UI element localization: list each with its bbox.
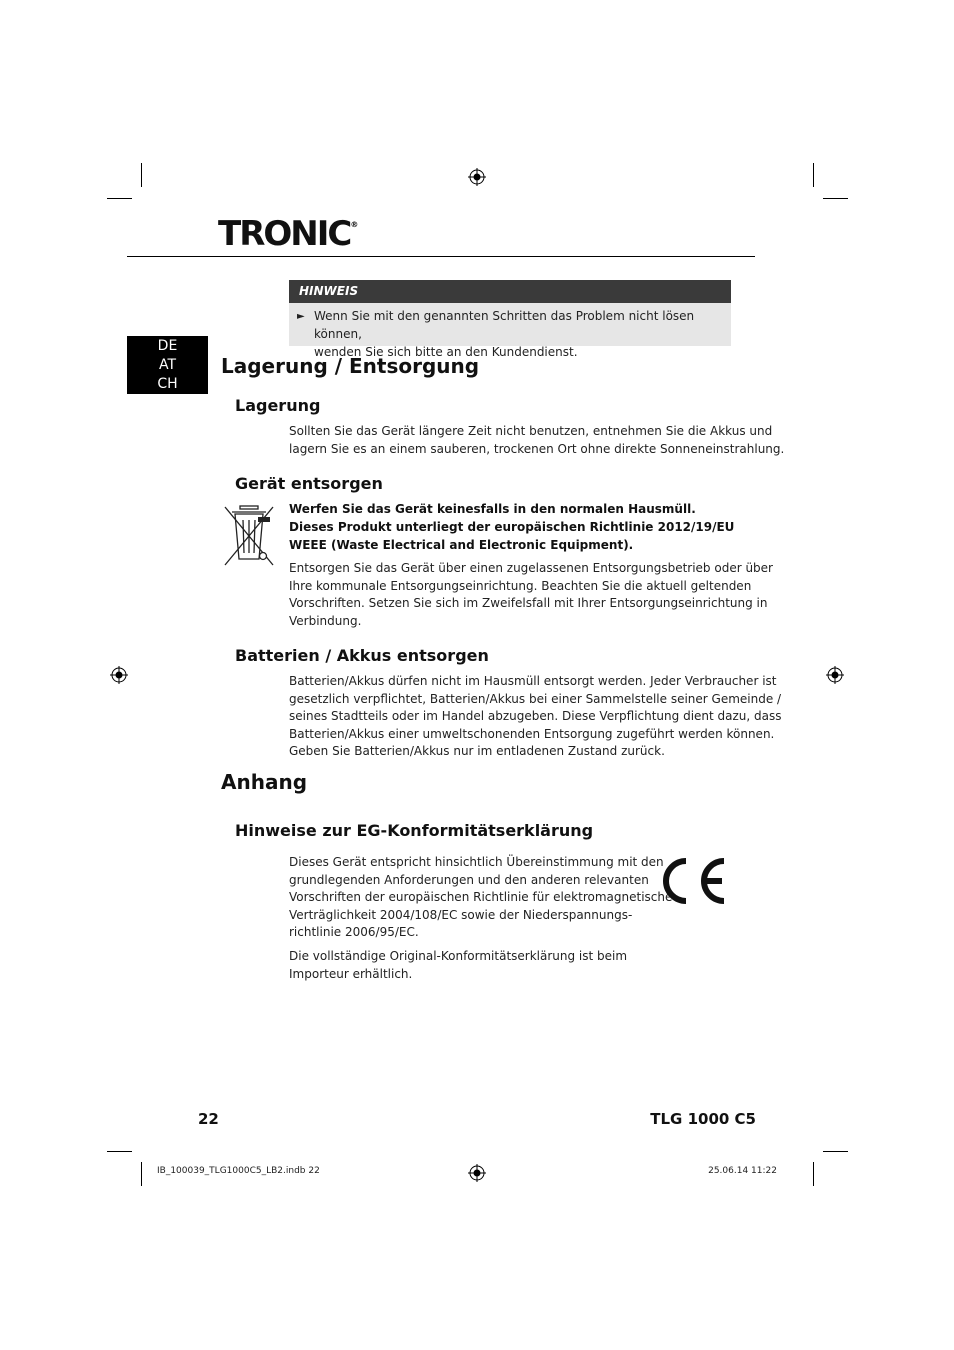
arrow-right-icon: ► bbox=[297, 311, 305, 322]
heading-disposal: Gerät entsorgen bbox=[235, 474, 383, 493]
registration-mark-icon bbox=[468, 168, 486, 186]
note-text: ► Wenn Sie mit den genannten Schritten das Problem nicht lösen können, wenden Sie sich bitte an den Kundendienst. bbox=[297, 309, 695, 359]
language-at: AT bbox=[158, 357, 177, 373]
note-title: HINWEIS bbox=[289, 280, 731, 303]
crop-mark bbox=[823, 1151, 848, 1152]
crop-mark bbox=[107, 198, 132, 199]
language-ch: CH bbox=[157, 376, 178, 392]
registration-mark-icon bbox=[468, 1164, 486, 1182]
storage-text: Sollten Sie das Gerät längere Zeit nicht benutzen, entnehmen Sie die Akkus und lagern Sie es an einem sauberen, trockenen Ort ohne direkte Sonneneinstrahlung. bbox=[289, 424, 785, 456]
disposal-warning: Werfen Sie das Gerät keinesfalls in den normalen Hausmüll. Dieses Produkt unterliegt der europäischen Richtlinie 2012/19/EU WEEE (Waste Electrical and Electronic Equipment). bbox=[289, 502, 735, 552]
crop-mark bbox=[141, 1162, 142, 1186]
batteries-text: Batterien/Akkus dürfen nicht im Hausmüll entsorgt werden. Jeder Verbraucher ist gesetzlich verpflichtet, Batterien/Akkus bei einer Sammelstelle seiner Gemeinde / seines Stadtteils oder im Handel abzugeben. Diese Verpflichtung dient dazu, dass Batterien/Akkus einer umweltschonenden Entsorgung zugeführt werden können. Geben Sie Batterien/Akkus nur im entladenen Zustand zurück. bbox=[289, 674, 782, 758]
registration-mark-icon bbox=[826, 666, 844, 684]
weee-crossed-bin-icon bbox=[221, 503, 277, 569]
heading-batteries: Batterien / Akkus entsorgen bbox=[235, 646, 489, 665]
ce-mark-icon bbox=[656, 856, 728, 906]
crop-mark bbox=[141, 163, 142, 187]
header-rule bbox=[127, 256, 755, 257]
crop-mark bbox=[107, 1151, 132, 1152]
crop-mark bbox=[813, 1162, 814, 1186]
heading-conformity: Hinweise zur EG-Konformitätserklärung bbox=[235, 821, 594, 840]
model-number: TLG 1000 C5 bbox=[650, 1110, 756, 1128]
conformity-text-2: Die vollständige Original-Konformitätserklärung ist beim Importeur erhältlich. bbox=[289, 949, 628, 981]
crop-mark bbox=[813, 163, 814, 187]
language-tab bbox=[127, 336, 208, 394]
heading-storage: Lagerung bbox=[235, 396, 321, 415]
print-slug-file: IB_100039_TLG1000C5_LB2.indb 22 bbox=[157, 1166, 320, 1176]
language-de: DE bbox=[157, 338, 178, 354]
page-number: 22 bbox=[198, 1110, 219, 1128]
registration-mark-icon bbox=[110, 666, 128, 684]
conformity-text: Dieses Gerät entspricht hinsichtlich Übereinstimmung mit den grundlegenden Anforderungen und den anderen relevanten Vorschriften der europäischen Richtlinie für elektromagnetische Verträglichkeit 2004/108/EC sowie der Niederspannungs- richtlinie 2006/95/EC. bbox=[289, 855, 673, 939]
disposal-text: Entsorgen Sie das Gerät über einen zugelassenen Entsorgungsbetrieb oder über Ihre kommunale Entsorgungseinrichtung. Beachten Sie die aktuell geltenden Vorschriften. Setzen Sie sich im Zweifelsfall mit Ihrer Entsorgungseinrichtung in Verbindung. bbox=[289, 561, 773, 628]
brand-logo: TRONIC® bbox=[218, 214, 359, 254]
note-box bbox=[289, 280, 731, 359]
section-title-appendix: Anhang bbox=[221, 770, 308, 794]
print-slug-date: 25.06.14 11:22 bbox=[708, 1166, 777, 1176]
crop-mark bbox=[823, 198, 848, 199]
section-title-storage-disposal: Lagerung / Entsorgung bbox=[221, 354, 480, 378]
